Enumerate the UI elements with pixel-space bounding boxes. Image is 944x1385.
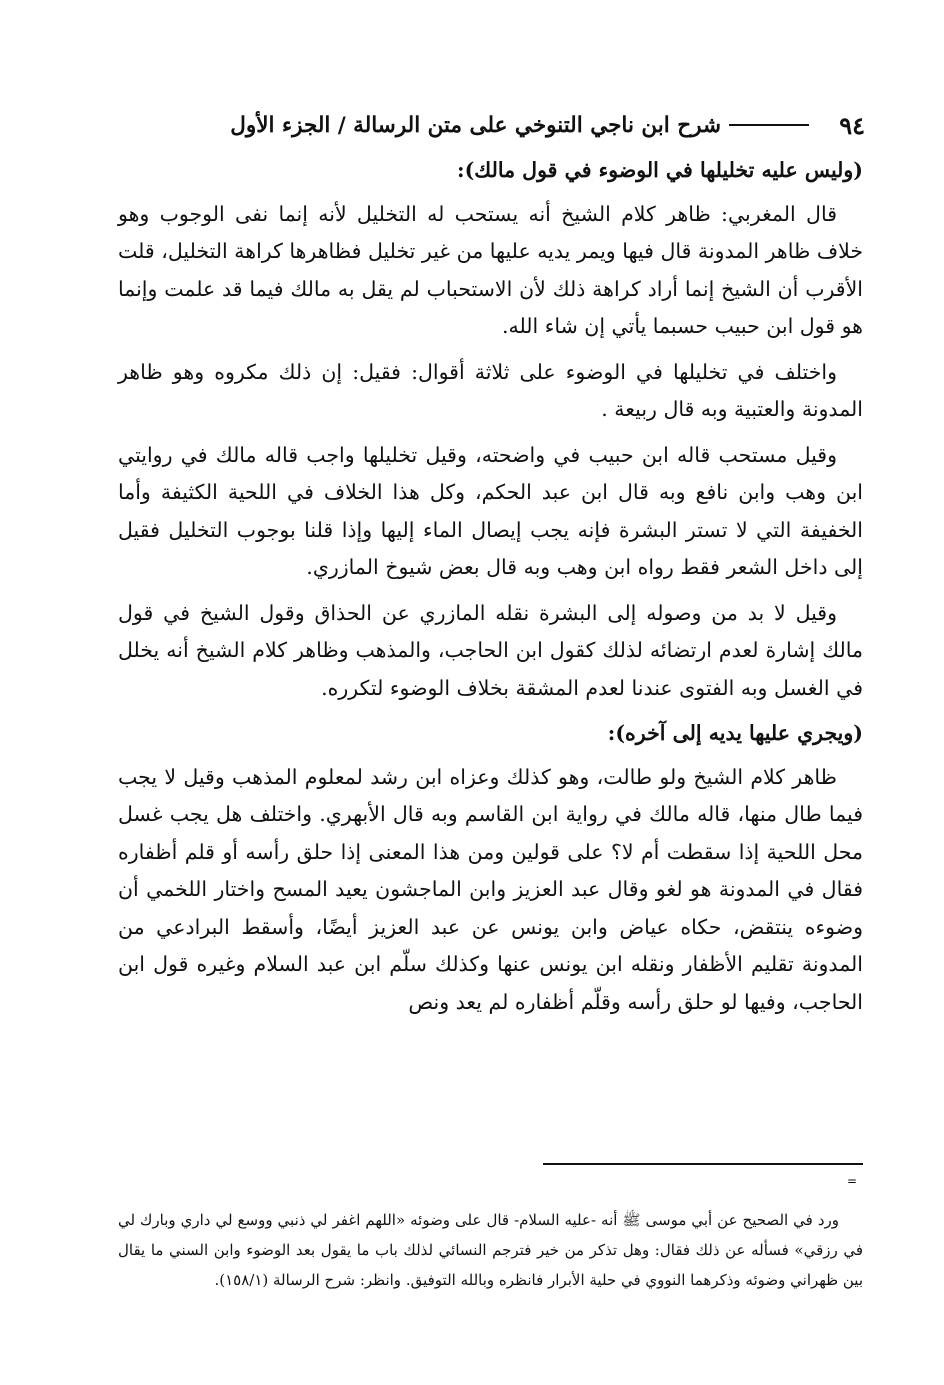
running-header <box>115 104 865 146</box>
footnote-text: ورد في الصحيح عن أبي موسى ﷺ أنه -عليه السلام- قال على وضوئه «اللهم اغفر لي ذنبي ووسع لي داري وبارك لي في رزقي» فسأله عن ذلك فقال: وهل تذكر من خير فترجم النسائي لذلك باب ما يقول بعد الوضوء وابن السني ما يقال بين ظهراني وضوئه وذكرهما النووي في حلية الأبرار فانظره وبالله التوفيق. وانظر: شرح الرسالة (١٥٨/١). <box>118 1211 863 1289</box>
page-number: ٩٤ <box>839 110 865 140</box>
header-rule <box>729 124 809 126</box>
paragraph: واختلف في تخليلها في الوضوء على ثلاثة أقوال: فقيل: إن ذلك مكروه وهو ظاهر المدونة والعتبية وبه قال ربيعة . <box>118 359 863 421</box>
footnote <box>118 1205 863 1295</box>
section-heading: (وليس عليه تخليلها في الوضوء في قول مالك): <box>457 158 863 182</box>
footnote-separator <box>543 1163 863 1165</box>
section-heading: (ويجري عليها يديه إلى آخره): <box>607 721 863 745</box>
paragraph: وقيل مستحب قاله ابن حبيب في واضحته، وقيل تخليلها واجب قاله مالك في روايتي ابن وهب وابن نافع وبه قال ابن عبد الحكم، وكل هذا الخلاف في اللحية الكثيفة وأما الخفيفة التي لا تستر البشرة فإنه يجب إيصال الماء إليها وإذا قلنا بوجوب التخليل فقيل إلى داخل الشعر فقط رواه ابن وهب وبه قال بعض شيوخ المازري. <box>118 442 863 579</box>
book-title: شرح ابن ناجي التنوخي على متن الرسالة / الجزء الأول <box>230 112 721 138</box>
paragraph: وقيل لا بد من وصوله إلى البشرة نقله المازري عن الحذاق وقول الشيخ في قول مالك إشارة لعدم ارتضائه لذلك كقول ابن الحاجب، والمذهب وظاهر كلام الشيخ أنه يخلل في الغسل وبه الفتوى عندنا لعدم المشقة بخلاف الوضوء لتكرره. <box>118 600 863 700</box>
paragraph: قال المغربي: ظاهر كلام الشيخ أنه يستحب له التخليل لأنه إنما نفى الوجوب وهو خلاف ظاهر المدونة قال فيها ويمر يديه عليها من غير تخليل فظاهرها كراهة التخليل، قلت الأقرب أن الشيخ إنما أراد كراهة ذلك لأن الاستحباب لم يقل به مالك فيما قد علمت وإنما هو قول ابن حبيب حسبما يأتي إن شاء الله. <box>118 201 863 338</box>
paragraph: ظاهر كلام الشيخ ولو طالت، وهو كذلك وعزاه ابن رشد لمعلوم المذهب وقيل لا يجب فيما طال منها، قاله مالك في رواية ابن القاسم وبه قال الأبهري. واختلف هل يجب غسل محل اللحية إذا سقطت أم لا؟ على قولين ومن هذا المعنى إذا حلق رأسه أو قلم أظفاره فقال في المدونة هو لغو وقال عبد العزيز وابن الماجشون يعيد المسح واختار اللخمي أن وضوءه ينتقض، حكاه عياض وابن يونس عن عبد العزيز أيضًا، وأسقط البرادعي من المدونة تقليم الأظفار ونقله ابن يونس عنها وكذلك سلّم ابن عبد السلام وغيره قول ابن الحاجب، وفيها لو حلق رأسه وقلّم أظفاره لم يعد ونص <box>118 764 863 1014</box>
footnote-continuation-mark: = <box>847 1174 858 1188</box>
main-text <box>118 152 863 1029</box>
